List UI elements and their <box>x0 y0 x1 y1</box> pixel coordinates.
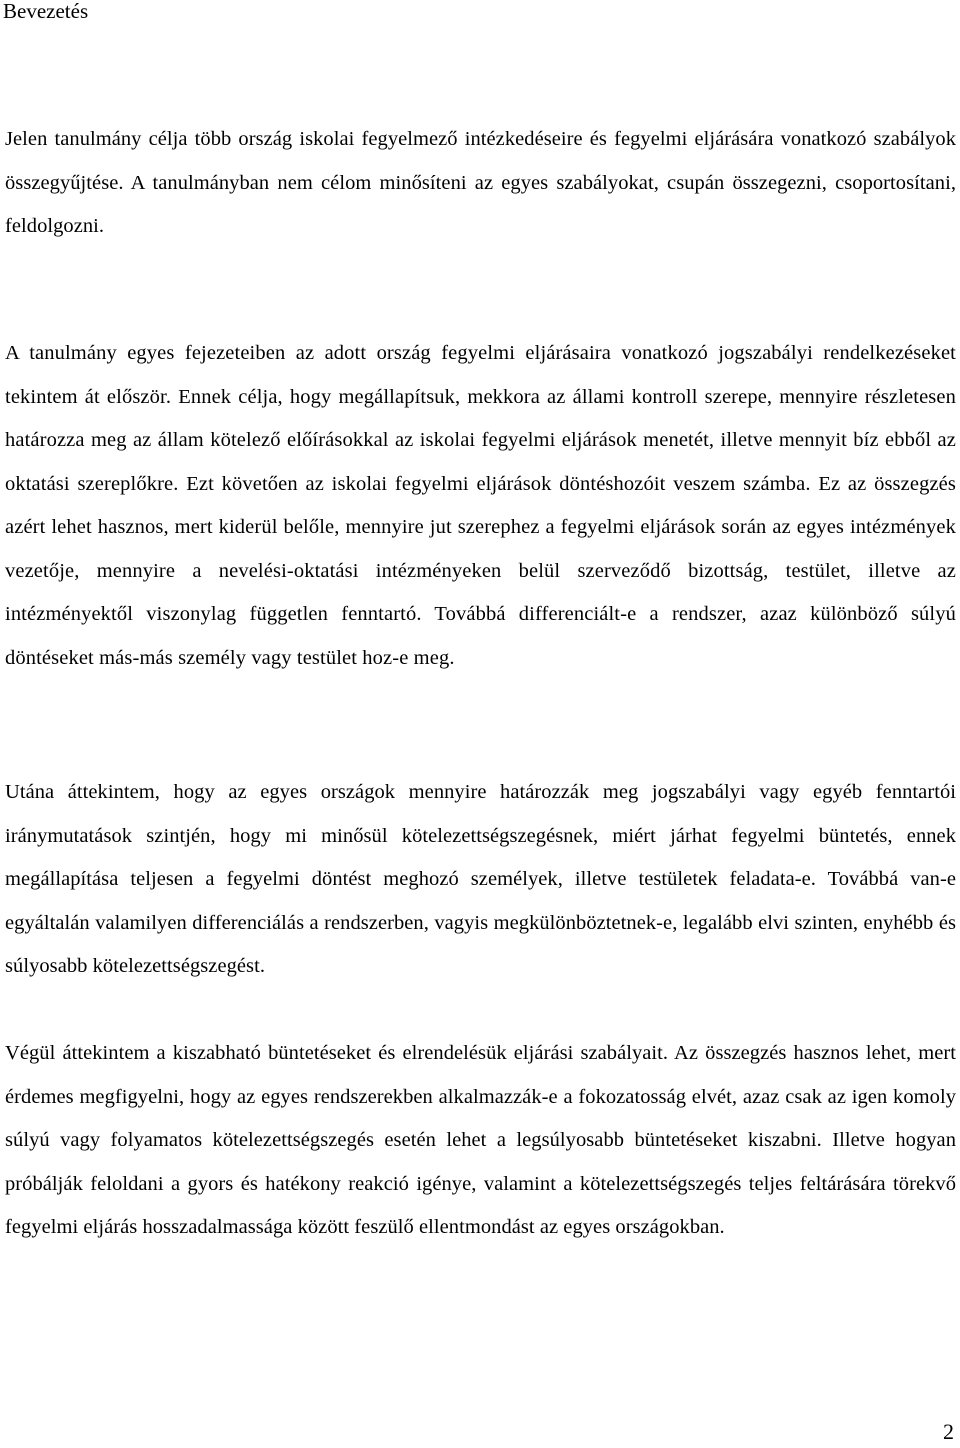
paragraph-legal-provisions: A tanulmány egyes fejezeteiben az adott ország fegyelmi eljárásaira vonatkozó jogszabályi rendelkezéseket tekintem át először. Ennek célja, hogy megállapítsuk, mekkora az állami kontroll szerepe, mennyire részletesen határozza meg az állam kötelező előírásokkal az iskolai fegyelmi eljárások menetét, illetve mennyit bíz ebből az oktatási szereplőkre. Ezt követően az iskolai fegyelmi eljárások döntéshozóit veszem számba. Ez az összegzés azért lehet hasznos, mert kiderül belőle, mennyire jut szerephez a fegyelmi eljárások során az egyes intézmények vezetője, mennyire a nevelési-oktatási intézményeken belül szerveződő bizottság, testület, illetve az intézményektől viszonylag független fenntartó. Továbbá differenciált-e a rendszer, azaz különböző súlyú döntéseket más-más személy vagy testület hoz-e meg. <box>5 342 956 669</box>
page-number: 2 <box>943 1419 954 1444</box>
section-heading: Bevezetés <box>3 0 89 23</box>
paragraph-violations: Utána áttekintem, hogy az egyes országok mennyire határozzák meg jogszabályi vagy egyéb fenntartói iránymutatások szintjén, hogy mi minősül kötelezettségszegésnek, miért járhat fegyelmi büntetés, ennek megállapítása teljesen a fegyelmi döntést meghozó személyek, illetve testületek feladata-e. Továbbá van-e egyáltalán valamilyen differenciálás a rendszerben, vagyis megkülönböztetnek-e, legalább elvi szinten, enyhébb és súlyosabb kötelezettségszegést. <box>5 781 956 977</box>
paragraph-intro: Jelen tanulmány célja több ország iskolai fegyelmező intézkedéseire és fegyelmi eljárására vonatkozó szabályok összegyűjtése. A tanulmányban nem célom minősíteni az egyes szabályokat, csupán összegezni, csoportosítani, feldolgozni. <box>5 128 956 237</box>
paragraph-penalties: Végül áttekintem a kiszabható büntetéseket és elrendelésük eljárási szabályait. Az összegzés hasznos lehet, mert érdemes megfigyelni, hogy az egyes rendszerekben alkalmazzák-e a fokozatosság elvét, azaz csak az igen komoly súlyú vagy folyamatos kötelezettségszegés esetén lehet a legsúlyosabb büntetéseket kiszabni. Illetve hogyan próbálják feloldani a gyors és hatékony reakció igénye, valamint a kötelezettségszegés teljes feltárására törekvő fegyelmi eljárás hosszadalmassága között feszülő ellentmondást az egyes országokban. <box>5 1042 956 1238</box>
